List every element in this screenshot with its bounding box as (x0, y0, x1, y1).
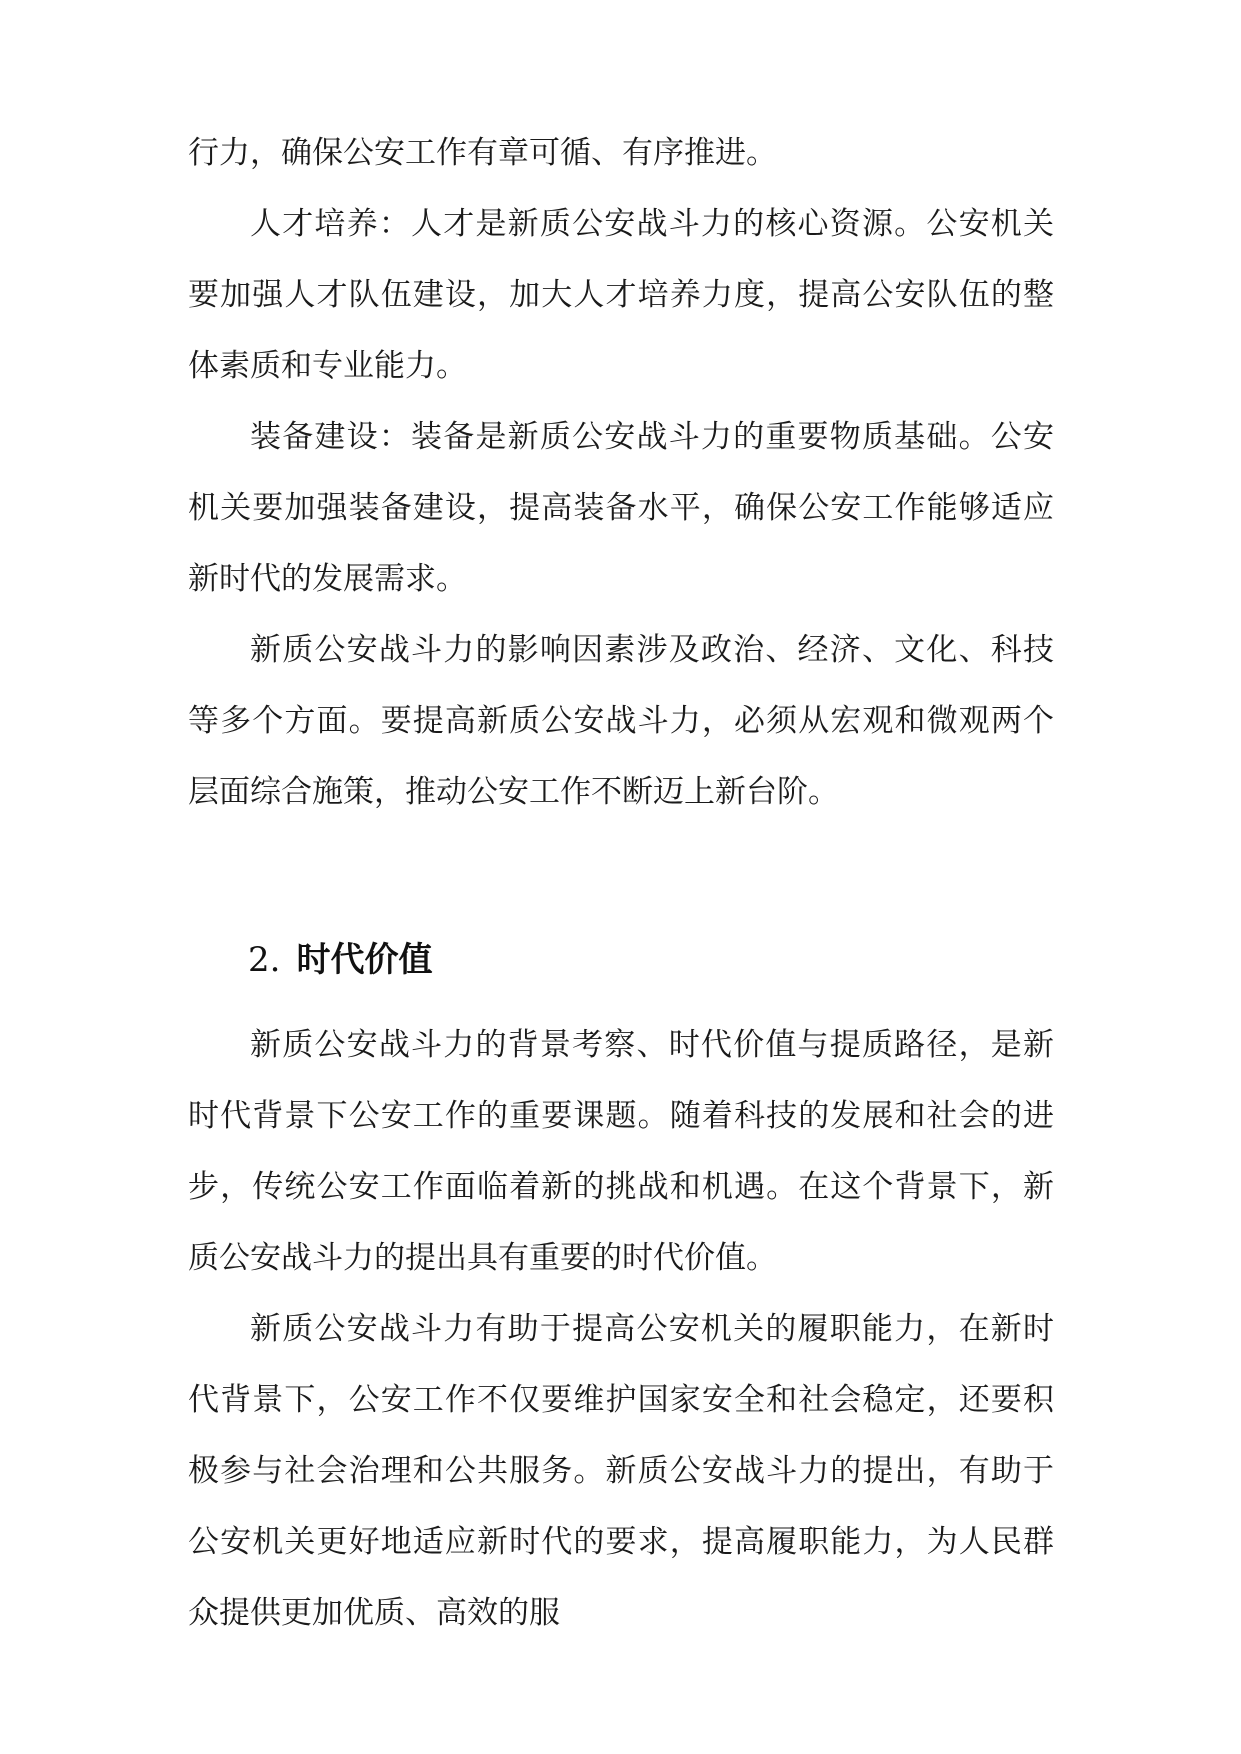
section-number: 2. (248, 940, 281, 980)
paragraph-talent-training: 人才培养：人才是新质公安战斗力的核心资源。公安机关要加强人才队伍建设，加大人才培养力度，提高公安队伍的整体素质和专业能力。 (188, 206, 1054, 384)
paragraph-equipment-building: 装备建设：装备是新质公安战斗力的重要物质基础。公安机关要加强装备建设，提高装备水平，确保公安工作能够适应新时代的发展需求。 (188, 419, 1054, 597)
paragraph-era-value-intro: 新质公安战斗力的背景考察、时代价值与提质路径，是新时代背景下公安工作的重要课题。随着科技的发展和社会的进步，传统公安工作面临着新的挑战和机遇。在这个背景下，新质公安战斗力的提出具有重要的时代价值。 (188, 1027, 1054, 1276)
section-heading (248, 930, 432, 990)
paragraph-continuation: 行力，确保公安工作有章可循、有序推进。 (188, 135, 777, 171)
section-title: 时代价值 (296, 940, 433, 980)
paragraph-performance-capability: 新质公安战斗力有助于提高公安机关的履职能力，在新时代背景下，公安工作不仅要维护国家安全和社会稳定，还要积极参与社会治理和公共服务。新质公安战斗力的提出，有助于公安机关更好地适应新时代的要求，提高履职能力，为人民群众提供更加优质、高效的服 (188, 1311, 1054, 1631)
paragraph-influencing-factors: 新质公安战斗力的影响因素涉及政治、经济、文化、科技等多个方面。要提高新质公安战斗力，必须从宏观和微观两个层面综合施策，推动公安工作不断迈上新台阶。 (188, 632, 1054, 810)
